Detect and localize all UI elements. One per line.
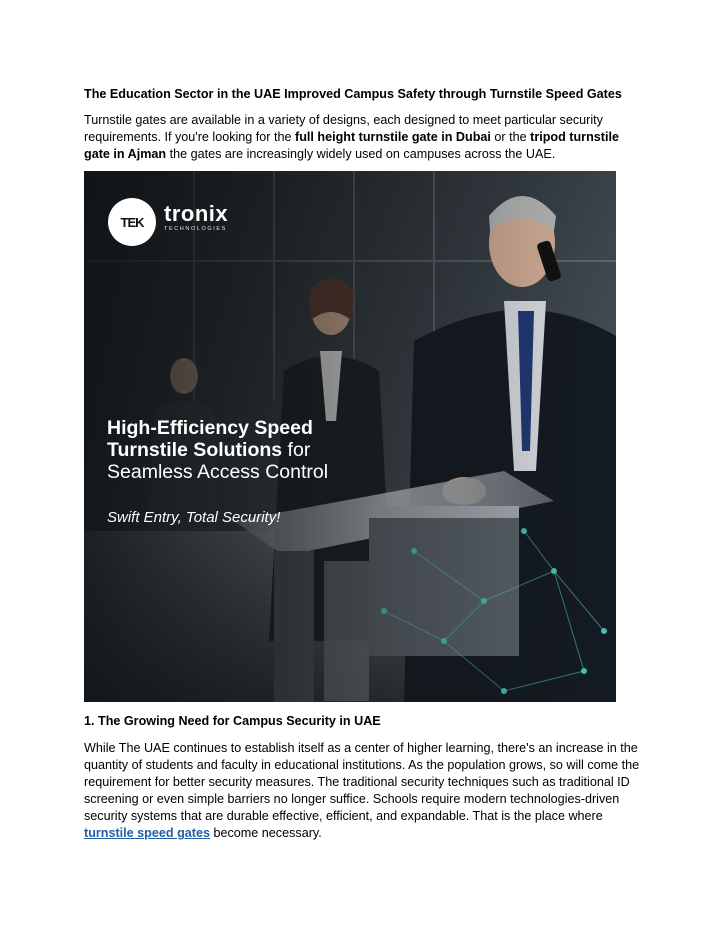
intro-text-1: Turnstile gates are available in a variety of designs, each designed to meet particular security requirements. If you're looking for the xyxy=(84,113,603,144)
headline-line-2 xyxy=(107,439,328,461)
hero-headline xyxy=(107,417,328,483)
logo-subtitle: TECHNOLOGIES xyxy=(164,226,227,232)
intro-bold-dubai: full height turnstile gate in Dubai xyxy=(295,130,491,144)
intro-bold-ajman: tripod turnstile gate in Ajman xyxy=(84,130,619,161)
tektronix-logo-text xyxy=(164,203,228,232)
section-text-2: become necessary. xyxy=(209,826,322,840)
turnstile-speed-gates-link[interactable]: turnstile speed gates xyxy=(84,826,210,840)
logo-name: tronix xyxy=(164,201,229,226)
headline-line-2-bold: Turnstile Solutions xyxy=(107,439,283,461)
headline-line-2-rest: for xyxy=(282,439,311,461)
hero-tagline: Swift Entry, Total Security! xyxy=(107,509,281,526)
headline-line-3: Seamless Access Control xyxy=(107,461,329,483)
intro-text-3: the gates are increasingly widely used on campuses across the UAE. xyxy=(166,147,556,161)
section-text-1: While The UAE continues to establish itself as a center of higher learning, there's an increase in the quantity of students and faculty in educational institutions. As the population grows, so will come the requirement for better security measures. The traditional security techniques such as traditional ID screening or even simple barriers no longer suffice. Schools require modern technologies-driven security systems that are durable effective, efficient, and expandable. That is the place where xyxy=(84,741,640,823)
intro-text-2: or the xyxy=(490,130,531,144)
article-title: The Education Sector in the UAE Improved Campus Safety through Turnstile Speed Gates xyxy=(84,87,622,101)
tektronix-logo-badge xyxy=(108,198,156,246)
section-heading: 1. The Growing Need for Campus Security in UAE xyxy=(84,714,381,728)
intro-paragraph xyxy=(84,112,644,163)
hero-banner xyxy=(84,171,616,702)
logo-mark: TEK xyxy=(120,214,144,230)
section-paragraph xyxy=(84,740,644,842)
headline-line-1: High-Efficiency Speed xyxy=(107,417,313,439)
